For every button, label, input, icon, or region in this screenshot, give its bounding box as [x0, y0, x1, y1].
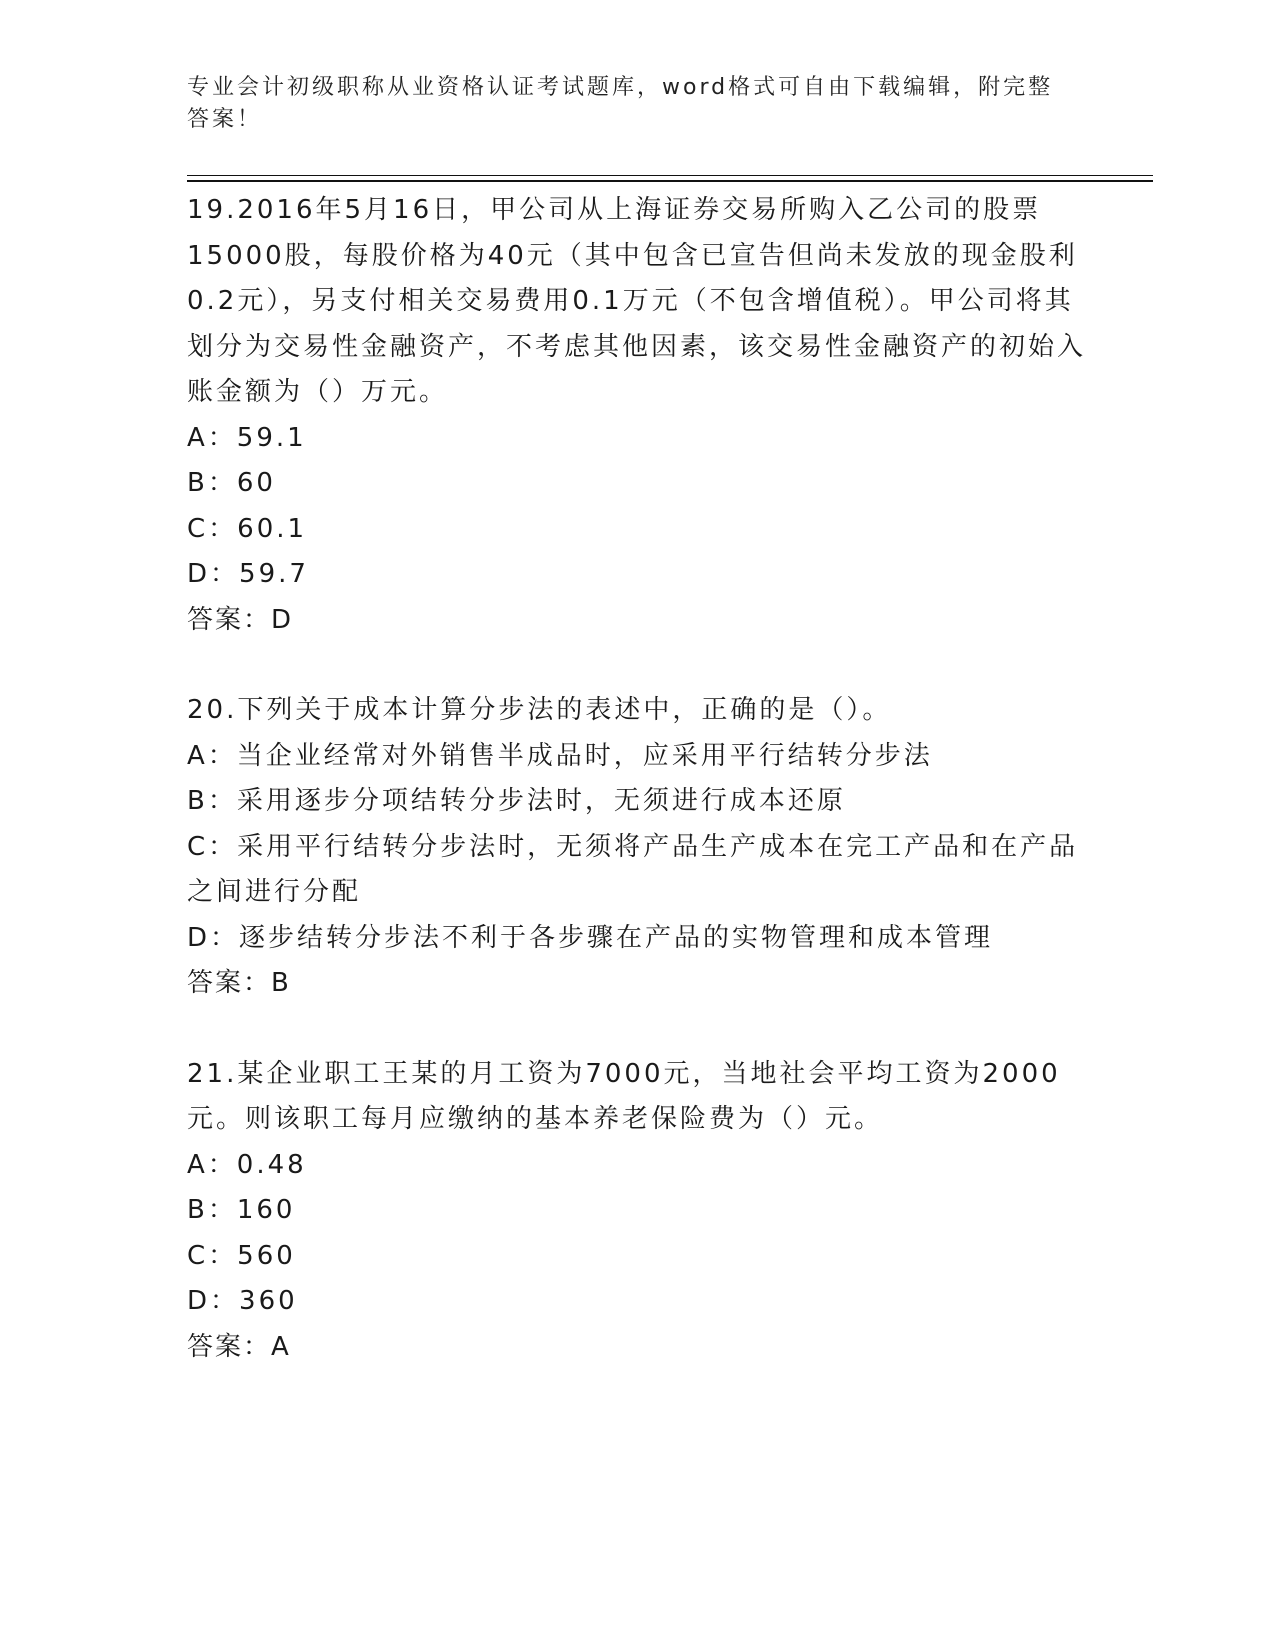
answer: 答案：D — [187, 604, 294, 635]
option-b: B：60 — [187, 468, 276, 498]
question-20 — [187, 688, 1087, 1007]
question-list — [187, 188, 1087, 1370]
option-d: D：59.7 — [187, 559, 309, 589]
answer: 答案：A — [187, 1331, 291, 1362]
option-d: D：360 — [187, 1286, 298, 1316]
answer: 答案：B — [187, 968, 291, 998]
option-c: C：560 — [187, 1240, 296, 1271]
question-text: 21.某企业职工王某的月工资为7000元，当地社会平均工资为2000元。则该职工每月应缴纳的基本养老保险费为（）元。 — [187, 1058, 1061, 1134]
option-a: A：当企业经常对外销售半成品时，应采用平行结转分步法 — [187, 740, 933, 771]
option-b: B：采用逐步分项结转分步法时，无须进行成本还原 — [187, 786, 846, 816]
header-divider-thin — [187, 175, 1153, 176]
option-b: B：160 — [187, 1195, 296, 1225]
question-spacer — [187, 643, 1087, 688]
question-text: 19.2016年5月16日，甲公司从上海证券交易所购入乙公司的股票15000股，每股价格为40元（其中包含已宣告但尚未发放的现金股利0.2元），另支付相关交易费用0.1万元（不包含增值税）。甲公司将其划分为交易性金融资产，不考虑其他因素，该交易性金融资产的初始入账金额为（）万元。 — [187, 195, 1087, 407]
page-header: 专业会计初级职称从业资格认证考试题库，word格式可自由下载编辑，附完整答案！ — [187, 75, 1054, 132]
question-spacer — [187, 1007, 1087, 1052]
question-21 — [187, 1052, 1087, 1371]
option-c: C：采用平行结转分步法时，无须将产品生产成本在完工产品和在产品之间进行分配 — [187, 831, 1079, 907]
question-19 — [187, 188, 1087, 643]
header-divider-thick — [187, 180, 1153, 182]
question-text: 20.下列关于成本计算分步法的表述中，正确的是（）。 — [187, 695, 892, 725]
option-c: C：60.1 — [187, 513, 308, 544]
option-d: D：逐步结转分步法不利于各步骤在产品的实物管理和成本管理 — [187, 922, 994, 953]
option-a: A：0.48 — [187, 1149, 307, 1180]
option-a: A：59.1 — [187, 422, 307, 453]
